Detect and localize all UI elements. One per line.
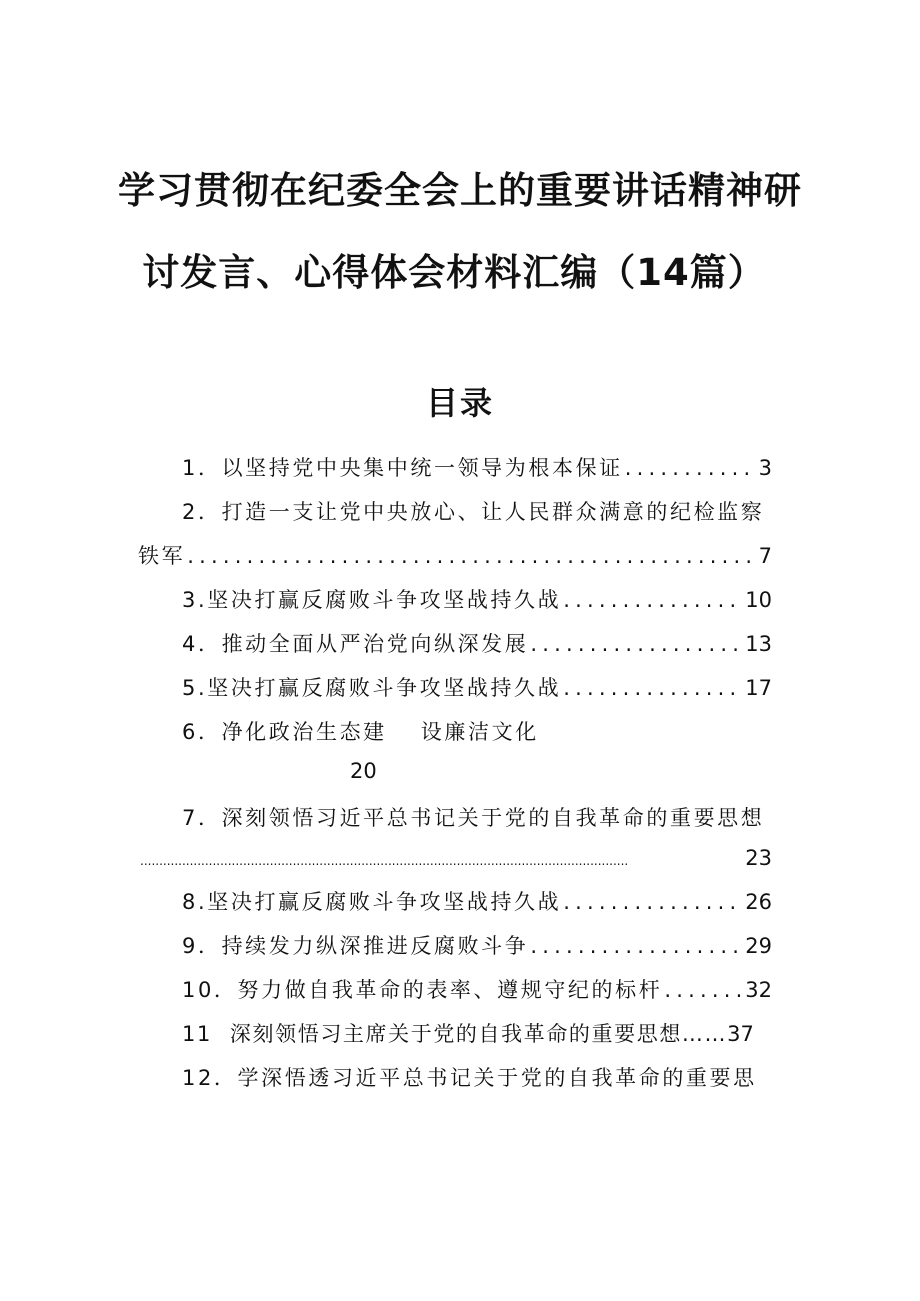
toc-entry-text-continued: 设廉洁文化 xyxy=(420,720,539,744)
toc-entry-number: 10 xyxy=(182,978,214,1002)
toc-entry-text: .坚决打赢反腐败斗争攻坚战持久战 xyxy=(197,890,562,914)
toc-entry-4[interactable] xyxy=(182,628,772,658)
toc-entry-2[interactable] xyxy=(182,496,764,526)
toc-entry-page: 3 xyxy=(758,456,772,480)
toc-leader xyxy=(664,978,743,1002)
toc-entry-number: 5 xyxy=(182,676,198,700)
toc-leader xyxy=(563,676,743,700)
toc-entry-number: 11 xyxy=(182,1022,212,1046)
toc-entry-9[interactable] xyxy=(182,930,772,960)
toc-entry-page: 13 xyxy=(745,632,772,656)
document-title-line-2: 讨发言、心得体会材料汇编（14篇） xyxy=(142,251,766,294)
toc-entry-number: 7 xyxy=(182,806,198,830)
toc-entry-6-page xyxy=(350,759,377,783)
toc-entry-text: ．深刻领悟习近平总书记关于党的自我革命的重要思想 xyxy=(197,806,765,830)
toc-entry-text: ．推动全面从严治党向纵深发展 xyxy=(197,632,529,656)
toc-entry-text-continued: 铁军 xyxy=(138,544,186,568)
toc-entry-page: 10 xyxy=(745,588,772,612)
toc-entry-page: 23 xyxy=(745,846,772,870)
document-title-line-1: 学习贯彻在纪委全会上的重要讲话精神研 xyxy=(118,169,802,212)
toc-entry-number: 12 xyxy=(182,1066,214,1090)
toc-entry-text: ．净化政治生态建 xyxy=(197,720,387,744)
toc-entry-text: ．学深悟透习近平总书记关于党的自我革命的重要思 xyxy=(213,1066,757,1090)
toc-leader xyxy=(187,544,756,568)
toc-entry-number: 9 xyxy=(182,934,198,958)
toc-entry-text: .坚决打赢反腐败斗争攻坚战持久战 xyxy=(197,676,562,700)
toc-entry-7[interactable] xyxy=(182,802,764,832)
toc-leader xyxy=(563,890,743,914)
toc-entry-page: 20 xyxy=(350,759,377,783)
toc-leader xyxy=(563,588,743,612)
toc-entry-12[interactable] xyxy=(182,1062,757,1092)
toc-entry-page: 17 xyxy=(745,676,772,700)
toc-leader xyxy=(530,632,743,656)
toc-entry-number: 8 xyxy=(182,890,198,914)
toc-entry-text: .坚决打赢反腐败斗争攻坚战持久战 xyxy=(197,588,562,612)
toc-entry-number: 4 xyxy=(182,632,198,656)
toc-entry-5[interactable] xyxy=(182,672,772,702)
toc-entry-page: 32 xyxy=(745,978,772,1002)
toc-entry-number: 3 xyxy=(182,588,198,612)
toc-entry-6[interactable] xyxy=(182,716,539,746)
toc-leader xyxy=(530,934,743,958)
toc-entry-page: 26 xyxy=(745,890,772,914)
toc-leader xyxy=(140,854,743,868)
toc-entry-page: 7 xyxy=(758,544,772,568)
toc-entry-8[interactable] xyxy=(182,886,772,916)
toc-entry-text: ．努力做自我革命的表率、遵规守纪的标杆 xyxy=(213,978,663,1002)
toc-entry-page: 37 xyxy=(727,1022,754,1046)
toc-heading: 目录 xyxy=(425,384,494,422)
toc-entry-text: ．持续发力纵深推进反腐败斗争 xyxy=(197,934,529,958)
toc-leader xyxy=(625,456,757,480)
toc-entry-11[interactable] xyxy=(182,1018,754,1048)
toc-entry-3[interactable] xyxy=(182,584,772,614)
toc-entry-7-continued[interactable] xyxy=(138,846,772,870)
toc-entry-10[interactable] xyxy=(182,974,772,1004)
toc-entry-text: ．打造一支让党中央放心、让人民群众满意的纪检监察 xyxy=(197,500,765,524)
toc-entry-page: 29 xyxy=(745,934,772,958)
toc-entry-1[interactable] xyxy=(182,452,772,482)
toc-entry-number: 1 xyxy=(182,456,198,480)
toc-entry-text: 深刻领悟习主席关于党的自我革命的重要思想…… xyxy=(229,1022,728,1046)
toc-entry-number: 6 xyxy=(182,720,198,744)
toc-entry-number: 2 xyxy=(182,500,198,524)
toc-entry-2-continued[interactable] xyxy=(138,540,772,570)
toc-entry-text: ．以坚持党中央集中统一领导为根本保证 xyxy=(197,456,623,480)
